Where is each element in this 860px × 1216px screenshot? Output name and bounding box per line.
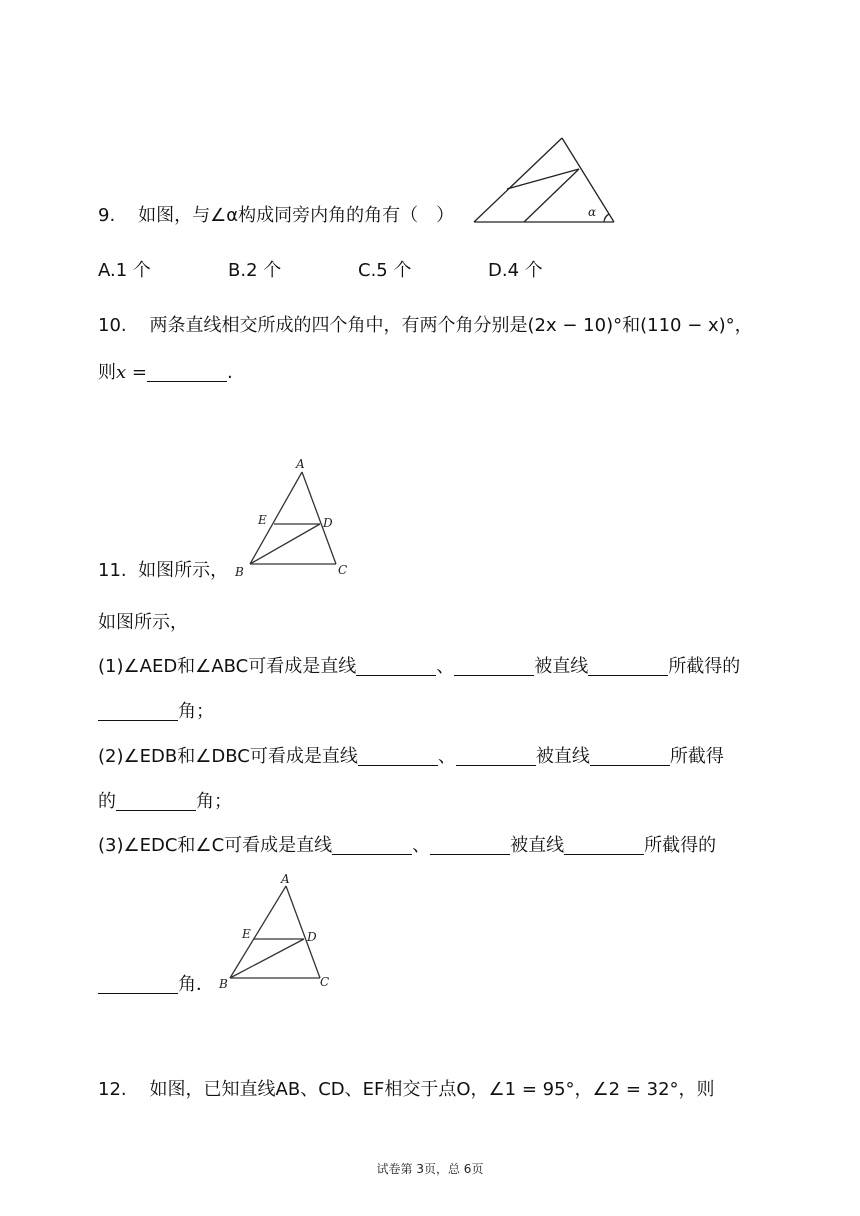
q11-fig2-label-a: A [281,872,290,886]
q11-p3-blank-4[interactable] [98,973,178,994]
q11-number: 11. [98,560,127,581]
q11-p3-blank-2[interactable] [430,834,510,855]
q11-p2-blank-4[interactable] [116,790,196,811]
q11-p2-text-b: 、 [437,746,456,767]
q11-fig1-label-a: A [296,457,305,471]
q12-stem: 如图，已知直线AB、CD、EF相交于点O，∠1 = 95°，∠2 = 32°，则 [149,1079,715,1100]
q10-continuation [98,360,233,386]
q11-figure-bottom [214,870,338,996]
q11-part3 [98,833,716,859]
q10-number: 10. [98,315,127,336]
q9-figure [470,134,620,226]
q11-p3-text-b: 、 [412,835,431,856]
q11-p2-blank-3[interactable] [590,745,670,766]
q11-p1-blank-2[interactable] [454,655,534,676]
q11-figure-top [230,456,354,582]
q11-p1-text-c: 被直线 [534,656,589,677]
q11-p2-text-c: 被直线 [535,746,590,767]
q11-fig2-segment-bd [230,939,304,978]
q11-p1-text-d: 所截得的 [668,656,741,677]
q11-fig1-segment-bd [250,524,320,564]
q11-part1 [98,654,740,680]
q9-left-side [474,138,562,222]
q11-fig1-label-c: C [338,563,348,577]
q11-fig1-label-d: D [323,516,333,530]
q9-option-d: D.4 个 [488,260,543,281]
q11-p3-text-c: 被直线 [510,835,565,856]
q11-fig2-label-c: C [320,975,330,989]
q11-part2 [98,744,724,770]
q11-p1-text-a: (1)∠AED和∠ABC可看成是直线 [98,656,357,677]
q11-p2-blank-2[interactable] [456,745,536,766]
q11-p3-blank-3[interactable] [564,834,644,855]
q11-fig2-side-ab [230,886,286,978]
q11-line [98,558,228,584]
q11-p2-text-f: 角； [196,791,232,812]
q11-fig1-label-b: B [235,565,244,579]
q10-variable: x = [116,362,147,383]
q10-cont-prefix: 则 [98,362,116,383]
q12-number: 12. [98,1079,127,1100]
q9-stem: 如图，与∠α构成同旁内角的角有（ ） [138,205,455,226]
q9-number: 9. [98,205,116,226]
q11-p1-blank-4[interactable] [98,700,178,721]
q9-angle-label: α [588,205,597,219]
q10-line [98,313,753,339]
q11-part1-cont [98,699,214,725]
q11-part3-cont [98,972,214,998]
q10-cont-suffix: . [226,362,233,383]
q11-p2-text-e: 的 [98,791,116,812]
q10-stem: 两条直线相交所成的四个角中，有两个角分别是(2x − 10)°和(110 − x)°， [149,315,753,336]
q11-fig1-label-e: E [258,513,267,527]
q11-intro: 如图所示， [98,612,188,633]
q9-option-c: C.5 个 [358,260,412,281]
q11-p2-text-d: 所截得 [669,746,724,767]
q11-p2-text-a: (2)∠EDB和∠DBC可看成是直线 [98,746,358,767]
q11-fig2-label-e: E [242,927,251,941]
q11-fig2-label-d: D [307,930,317,944]
page-footer: 试卷第 3页，总 6页 [376,1162,484,1176]
q11-part2-cont [98,789,232,815]
q9-option-a: A.1 个 [98,260,151,281]
q9-option-b: B.2 个 [228,260,282,281]
q11-p3-text-e: 角． [178,974,214,995]
q11-p3-blank-1[interactable] [332,834,412,855]
q11-p3-text-d: 所截得的 [644,835,717,856]
q10-answer-blank[interactable] [147,361,227,382]
q12-line [98,1077,715,1103]
q11-p2-blank-1[interactable] [358,745,438,766]
q11-p1-blank-1[interactable] [356,655,436,676]
q11-p3-text-a: (3)∠EDC和∠C可看成是直线 [98,835,333,856]
q11-stem: 如图所示， [138,560,229,581]
q11-p1-text-e: 角； [178,701,214,722]
q11-p1-text-b: 、 [436,656,455,677]
q9-line [98,203,454,229]
q9-angle-arc [604,214,609,222]
q11-fig2-label-b: B [219,977,228,991]
q11-p1-blank-3[interactable] [588,655,668,676]
